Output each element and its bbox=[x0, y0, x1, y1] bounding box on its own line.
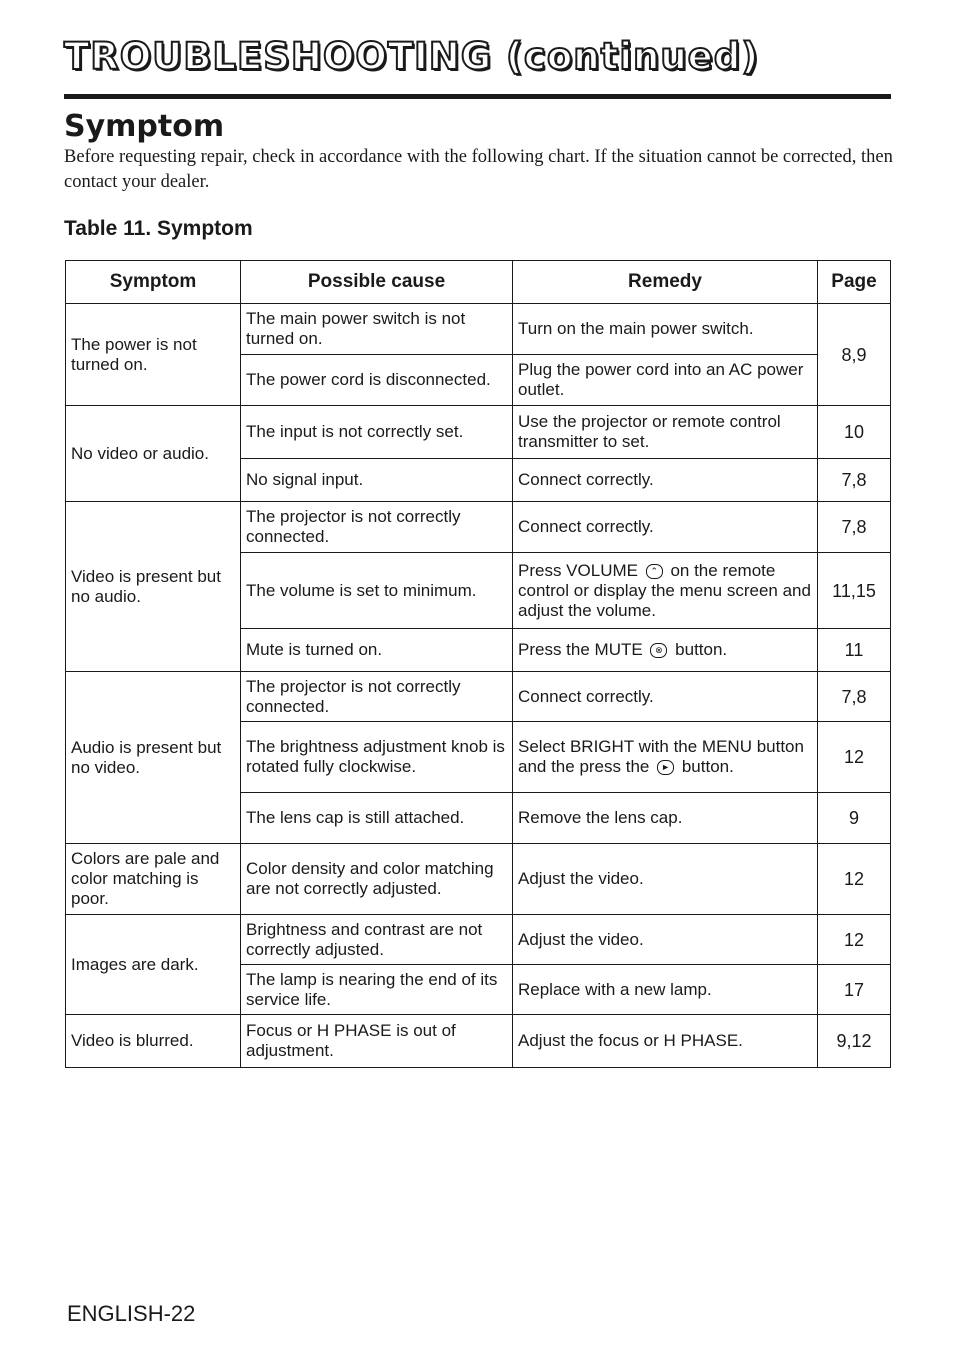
cause-cell: The projector is not correctly connected. bbox=[241, 672, 513, 722]
table-header-row bbox=[66, 261, 891, 304]
table-row bbox=[66, 502, 891, 553]
page-cell: 7,8 bbox=[818, 672, 891, 722]
table-row bbox=[66, 1015, 891, 1068]
remedy-text: Select BRIGHT with the MENU button and the press the bbox=[518, 737, 804, 776]
table-row bbox=[66, 304, 891, 355]
symptom-cell: Audio is present but no video. bbox=[66, 672, 241, 844]
symptom-cell: Colors are pale and color matching is poor. bbox=[66, 844, 241, 915]
page-cell: 17 bbox=[818, 965, 891, 1015]
column-header-remedy: Remedy bbox=[513, 261, 818, 304]
cause-cell: Focus or H PHASE is out of adjustment. bbox=[241, 1015, 513, 1068]
cause-cell: Brightness and contrast are not correctly adjusted. bbox=[241, 915, 513, 965]
remedy-cell: Connect correctly. bbox=[513, 459, 818, 502]
cause-cell: The input is not correctly set. bbox=[241, 406, 513, 459]
column-header-symptom: Symptom bbox=[66, 261, 241, 304]
page-cell: 10 bbox=[818, 406, 891, 459]
symptom-cell: Video is present but no audio. bbox=[66, 502, 241, 672]
remedy-cell: Plug the power cord into an AC power outlet. bbox=[513, 355, 818, 406]
symptom-cell: No video or audio. bbox=[66, 406, 241, 502]
remedy-cell: Connect correctly. bbox=[513, 502, 818, 553]
cause-cell: No signal input. bbox=[241, 459, 513, 502]
column-header-cause: Possible cause bbox=[241, 261, 513, 304]
table-row bbox=[66, 915, 891, 965]
remedy-prefix: Press VOLUME bbox=[518, 560, 638, 580]
heading-rule bbox=[64, 94, 891, 99]
cause-cell: The volume is set to minimum. bbox=[241, 553, 513, 629]
cause-cell: Color density and color matching are not correctly adjusted. bbox=[241, 844, 513, 915]
page-number-label: ENGLISH-22 bbox=[67, 1301, 196, 1326]
page-cell: 7,8 bbox=[818, 502, 891, 553]
remedy-cell: Adjust the video. bbox=[513, 844, 818, 915]
mute-icon: ⊗ bbox=[650, 643, 667, 658]
remedy-cell bbox=[513, 629, 818, 672]
remedy-cell bbox=[513, 722, 818, 793]
cause-cell: The brightness adjustment knob is rotated fully clockwise. bbox=[241, 722, 513, 793]
remedy-cell: Replace with a new lamp. bbox=[513, 965, 818, 1015]
cause-cell: The main power switch is not turned on. bbox=[241, 304, 513, 355]
table-row bbox=[66, 672, 891, 722]
cause-cell: The lamp is nearing the end of its service life. bbox=[241, 965, 513, 1015]
remedy-cell: Remove the lens cap. bbox=[513, 793, 818, 844]
remedy-cell: Connect correctly. bbox=[513, 672, 818, 722]
remedy-text: button. bbox=[675, 640, 728, 659]
symptom-cell: Images are dark. bbox=[66, 915, 241, 1015]
page-cell: 11,15 bbox=[818, 553, 891, 629]
cause-cell: The lens cap is still attached. bbox=[241, 793, 513, 844]
page-cell: 7,8 bbox=[818, 459, 891, 502]
remedy-cell: Adjust the video. bbox=[513, 915, 818, 965]
symptom-table bbox=[65, 260, 891, 1068]
cause-cell: Mute is turned on. bbox=[241, 629, 513, 672]
table-row bbox=[66, 844, 891, 915]
page-cell: 12 bbox=[818, 915, 891, 965]
remedy-cell: Turn on the main power switch. bbox=[513, 304, 818, 355]
remedy-prefix: Press the MUTE bbox=[518, 640, 643, 659]
cause-cell: The projector is not correctly connected. bbox=[241, 502, 513, 553]
page-cell: 9 bbox=[818, 793, 891, 844]
remedy-suffix: button. bbox=[681, 757, 734, 776]
page-heading: TROUBLESHOOTING (continued) bbox=[64, 35, 760, 78]
symptom-cell: Video is blurred. bbox=[66, 1015, 241, 1068]
cause-cell: The power cord is disconnected. bbox=[241, 355, 513, 406]
volume-up-icon: ⌃ bbox=[646, 564, 663, 579]
symptom-cell: The power is not turned on. bbox=[66, 304, 241, 406]
remedy-cell: Adjust the focus or H PHASE. bbox=[513, 1015, 818, 1068]
page-cell: 12 bbox=[818, 722, 891, 793]
remedy-cell bbox=[513, 553, 818, 629]
page-cell: 8,9 bbox=[818, 304, 891, 406]
column-header-page: Page bbox=[818, 261, 891, 304]
right-arrow-icon: ► bbox=[657, 760, 674, 775]
page-cell: 11 bbox=[818, 629, 891, 672]
remedy-cell: Use the projector or remote control transmitter to set. bbox=[513, 406, 818, 459]
remedy-text: on the remote control or display the menu screen and adjust the volume. bbox=[518, 560, 811, 620]
page-cell: 12 bbox=[818, 844, 891, 915]
intro-text: Before requesting repair, check in accordance with the following chart. If the situation cannot be corrected, then contact your dealer. bbox=[64, 147, 893, 192]
section-title: Symptom bbox=[64, 109, 225, 144]
table-row bbox=[66, 406, 891, 459]
page-cell: 9,12 bbox=[818, 1015, 891, 1068]
table-caption: Table 11. Symptom bbox=[64, 217, 253, 240]
